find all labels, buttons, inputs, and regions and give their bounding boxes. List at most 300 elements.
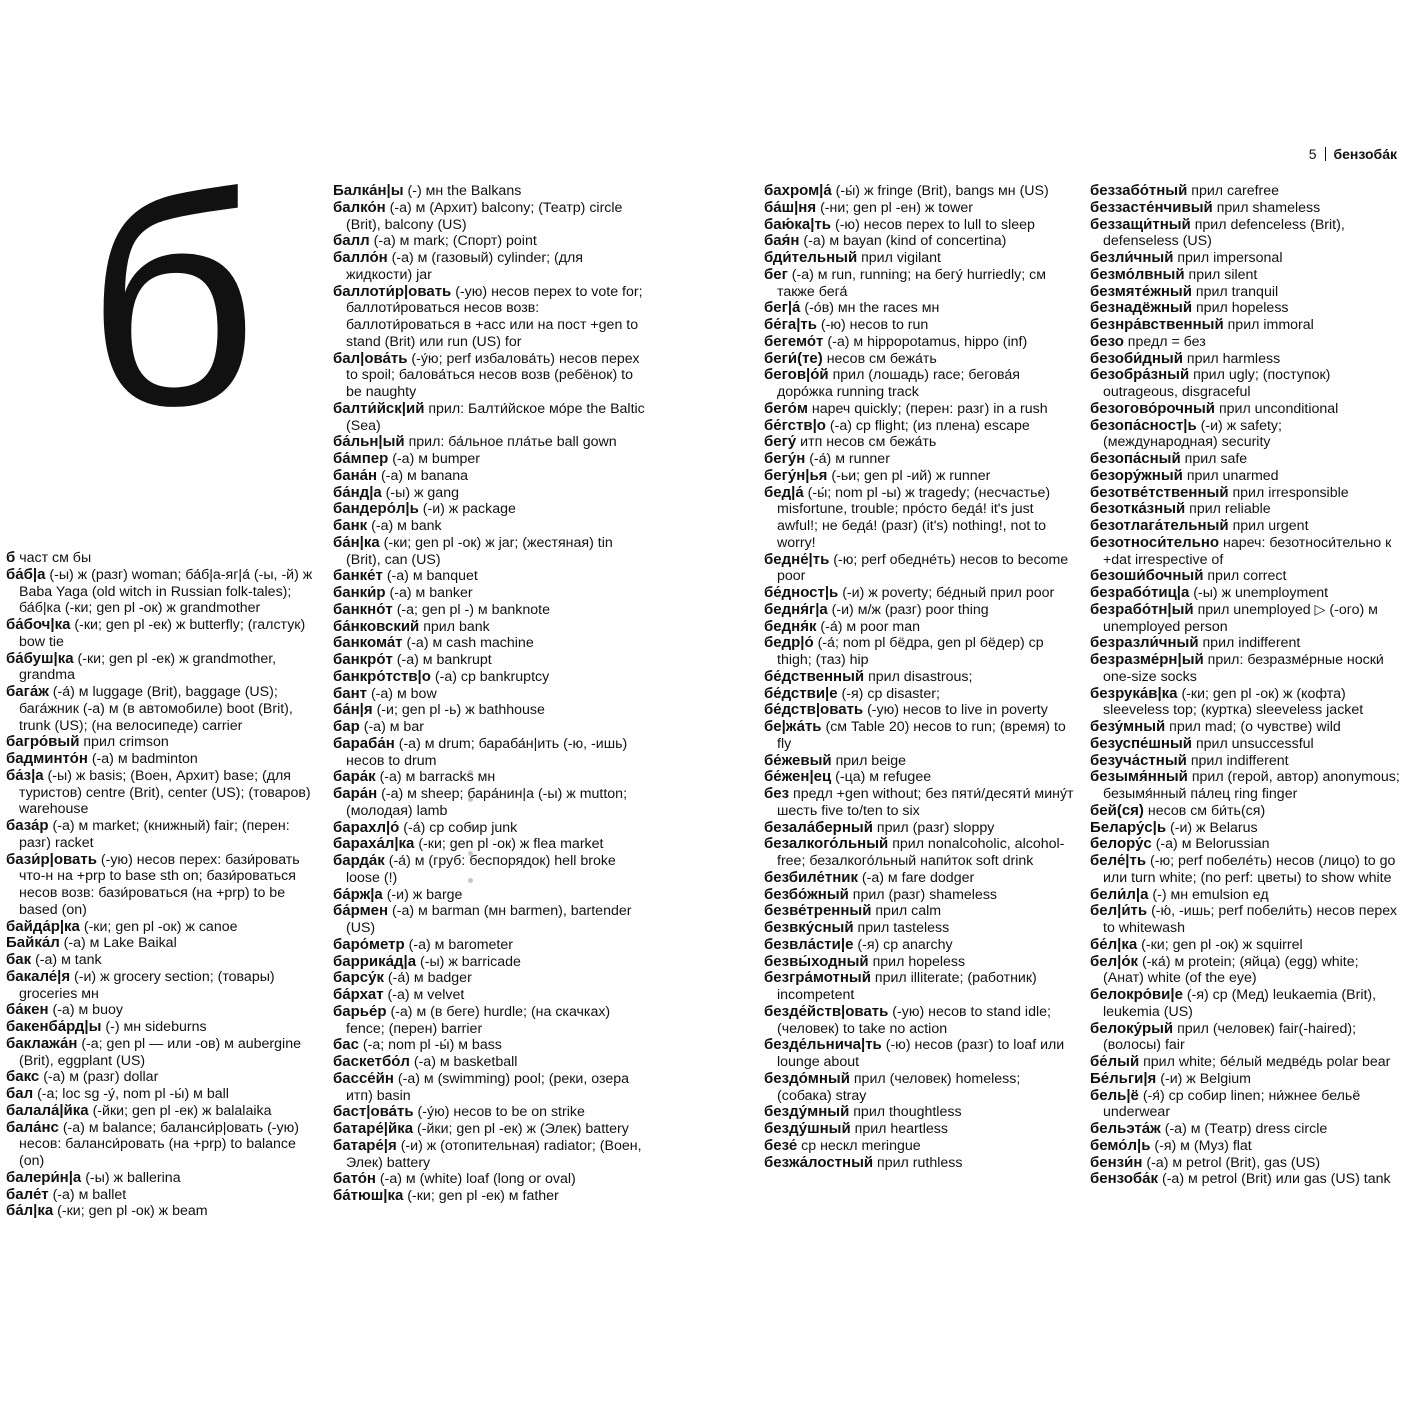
entry-headword: б bbox=[6, 549, 16, 566]
dictionary-entry: бе́дственный прил disastrous; bbox=[764, 667, 973, 685]
entry-headword: безотка́зный bbox=[1090, 500, 1186, 518]
entry-headword: барахл|о́ bbox=[333, 818, 400, 836]
entry-headword: безмяте́жный bbox=[1090, 282, 1192, 300]
dictionary-entry: беги́(те) несов см бежа́ть bbox=[764, 349, 937, 367]
dictionary-entry: барда́к (-а́) м (груб: беспорядок) hell broke loose (!) bbox=[333, 852, 616, 886]
dictionary-entry: балко́н (-а) м (Архит) balcony; (Театр) circle (Brit), balcony (US) bbox=[333, 198, 623, 233]
dictionary-entry: бара́к (-а) м barracks мн bbox=[333, 768, 496, 786]
page-header bbox=[1309, 143, 1397, 165]
entry-headword: безу́мный bbox=[1090, 718, 1166, 735]
dictionary-entry: бегов|о́й прил (лошадь) race; бегова́я доро́жка running track bbox=[764, 366, 1020, 400]
dictionary-entry: беззасте́нчивый прил shameless bbox=[1090, 198, 1321, 216]
entry-headword: баллоти́р|овать bbox=[333, 282, 452, 300]
dictionary-entry: бараха́л|ка (-ки; gen pl -ок) ж flea market bbox=[333, 835, 604, 853]
dictionary-entry: баст|ова́ть (-у́ю) несов to be on strike bbox=[333, 1103, 585, 1121]
dictionary-entry: баклажа́н (-а; gen pl — или -ов) м aubergine (Brit), eggplant (US) bbox=[6, 1034, 301, 1069]
dictionary-entry: беззащи́тный прил defenceless (Brit), defenseless (US) bbox=[1090, 215, 1345, 250]
entry-headword: бато́н bbox=[333, 1170, 376, 1188]
entry-headword: бакале́|я bbox=[6, 967, 71, 985]
entry-headword: банкно́т bbox=[333, 600, 393, 618]
dictionary-entry: банкно́т (-а; gen pl -) м banknote bbox=[333, 600, 550, 618]
dictionary-entry: безду́шный прил heartless bbox=[764, 1120, 948, 1137]
entry-headword: бахром|а́ bbox=[764, 182, 832, 199]
entry-headword: бар bbox=[333, 718, 360, 735]
dictionary-entry: безотлага́тельный прил urgent bbox=[1090, 517, 1309, 534]
dictionary-entry: бакс (-а) м (разг) dollar bbox=[6, 1068, 159, 1086]
entry-headword: бе́га|ть bbox=[764, 316, 817, 333]
entry-headword: бе́дств|овать bbox=[764, 701, 864, 719]
entry-headword: бе́лый bbox=[1090, 1053, 1140, 1070]
entry-headword: бе́дстви|е bbox=[764, 684, 838, 702]
entry-headword: безду́мный bbox=[764, 1103, 850, 1121]
dictionary-entry: бакале́|я (-и) ж grocery section; (товары) groceries мн bbox=[6, 967, 275, 1002]
entry-headword: безалкого́льный bbox=[764, 835, 889, 853]
dictionary-entry: бе́жен|ец (-ца) м refugee bbox=[764, 768, 932, 786]
entry-headword: безвы́ходный bbox=[764, 952, 869, 970]
dictionary-entry: Байка́л (-а) м Lake Baikal bbox=[6, 934, 177, 952]
entry-headword: бего́м bbox=[764, 399, 808, 417]
entry-headword: ба́л|ка bbox=[6, 1202, 54, 1220]
entry-headword: батаре́|я bbox=[333, 1136, 397, 1154]
entry-headword: балти́йск|ий bbox=[333, 399, 425, 417]
dictionary-entry: ба́буш|ка (-ки; gen pl -ек) ж grandmother, grandma bbox=[6, 649, 277, 684]
dictionary-entry: бале́т (-а) м ballet bbox=[6, 1185, 127, 1203]
entry-headword: ба́буш|ка bbox=[6, 649, 74, 667]
entry-headword: безразли́чный bbox=[1090, 634, 1199, 652]
entry-headword: барье́р bbox=[333, 1002, 387, 1020]
entry-headword: безве́тренный bbox=[764, 902, 872, 920]
entry-headword: байда́р|ка bbox=[6, 917, 80, 935]
entry-headword: безопа́сный bbox=[1090, 450, 1181, 467]
dictionary-entry: бензи́н (-а) м petrol (Brit), gas (US) bbox=[1090, 1153, 1321, 1171]
entry-headword: банке́т bbox=[333, 567, 383, 585]
dictionary-entry: бели́л|а (-) мн emulsion ед bbox=[1090, 885, 1269, 903]
entry-headword: база́р bbox=[6, 817, 49, 834]
entry-headword: ба́н|ка bbox=[333, 533, 380, 551]
dictionary-entry: безбиле́тник (-а) м fare dodger bbox=[764, 868, 975, 886]
entry-headword: Белару́с|ь bbox=[1090, 818, 1167, 836]
dictionary-entry: бе́га|ть (-ю) несов to run bbox=[764, 316, 929, 333]
entry-headword: бели́л|а bbox=[1090, 885, 1149, 903]
dictionary-entry: бездо́мный прил (человек) homeless; (собака) stray bbox=[764, 1069, 1021, 1104]
entry-headword: ба́нд|а bbox=[333, 483, 382, 501]
dictionary-entry: бег (-а) м run, running; на бегу́ hurriedly; см также бега́ bbox=[764, 265, 1046, 300]
dictionary-entry: безразли́чный прил indifferent bbox=[1090, 634, 1301, 652]
dictionary-entry: ба́з|а (-ы) ж basis; (Воен, Архит) base; (для туристов) centre (Brit), center (US); (товаров) warehouse bbox=[6, 766, 311, 818]
dictionary-entry: бегу́ итп несов см бежа́ть bbox=[764, 433, 937, 451]
dictionary-entry: белокро́ви|е (-я) ср (Мед) leukaemia (Brit), leukemia (US) bbox=[1090, 986, 1377, 1020]
entry-headword: бедня́к bbox=[764, 617, 817, 635]
entry-headword: безобра́зный bbox=[1090, 366, 1190, 384]
dictionary-entry: ба́мпер (-а) м bumper bbox=[333, 450, 481, 467]
entry-headword: безрука́в|ка bbox=[1090, 684, 1178, 702]
entry-headword: безразме́рн|ый bbox=[1090, 651, 1204, 668]
entry-headword: бале́т bbox=[6, 1185, 49, 1203]
entry-headword: балери́н|а bbox=[6, 1168, 82, 1186]
entry-headword: ба́б|а bbox=[6, 565, 46, 583]
entry-headword: безду́шный bbox=[764, 1120, 851, 1137]
dictionary-entry: бахром|а́ (-ы́) ж fringe (Brit), bangs мн (US) bbox=[764, 182, 1049, 199]
dictionary-entry: безуспе́шный прил unsuccessful bbox=[1090, 734, 1314, 752]
entry-headword: бедня́г|а bbox=[764, 600, 828, 618]
entry-headword: бе́дственный bbox=[764, 667, 865, 685]
dictionary-entry: ба́нковский прил bank bbox=[333, 617, 490, 635]
dictionary-entry: балала́|йка (-йки; gen pl -ек) ж balalaika bbox=[6, 1101, 272, 1119]
dictionary-entry: безобра́зный прил ugly; (поступок) outrageous, disgraceful bbox=[1090, 366, 1331, 400]
dictionary-entry: баю́ка|ть (-ю) несов перех to lull to sleep bbox=[764, 215, 1035, 233]
entry-headword: баст|ова́ть bbox=[333, 1103, 414, 1121]
dictionary-entry: бедне́|ть (-ю; perf обедне́ть) несов to become poor bbox=[764, 550, 1069, 585]
dictionary-entry: балти́йск|ий прил: Балти́йское мо́ре the Baltic (Sea) bbox=[333, 399, 645, 434]
dictionary-entry: безоши́бочный прил correct bbox=[1090, 567, 1287, 585]
entry-headword: белокро́ви|е bbox=[1090, 986, 1183, 1003]
dictionary-column-3 bbox=[764, 183, 1076, 1171]
entry-headword: ба́тюш|ка bbox=[333, 1187, 404, 1204]
entry-headword: батаре́|йка bbox=[333, 1120, 414, 1137]
entry-headword: банкома́т bbox=[333, 634, 403, 652]
dictionary-entry: безалкого́льный прил nonalcoholic, alcohol-free; безалкого́льный напи́ток soft drink bbox=[764, 835, 1065, 869]
entry-headword: безбиле́тник bbox=[764, 868, 858, 886]
dictionary-entry: бая́н (-а) м bayan (kind of concertina) bbox=[764, 232, 1007, 250]
header-divider bbox=[1325, 147, 1326, 161]
dictionary-entry: бе́дстви|е (-я) ср disaster; bbox=[764, 684, 940, 702]
entry-headword: бди́тельный bbox=[764, 249, 858, 266]
dictionary-entry: безымя́нный прил (герой, автор) anonymous; безымя́нный па́лец ring finger bbox=[1090, 768, 1400, 802]
dictionary-entry: безотноси́тельно нареч: безотноси́тельно к +dat irrespective of bbox=[1090, 533, 1392, 568]
entry-headword: безымя́нный bbox=[1090, 768, 1188, 786]
dictionary-entry: безбо́жный прил (разг) shameless bbox=[764, 885, 998, 903]
entry-headword: беззащи́тный bbox=[1090, 215, 1191, 233]
dictionary-entry: бассе́йн (-а) м (swimming) pool; (реки, озера итп) basin bbox=[333, 1069, 629, 1104]
dictionary-entry: бензоба́к (-а) м petrol (Brit) или gas (US) tank bbox=[1090, 1170, 1391, 1188]
entry-headword: безмо́лвный bbox=[1090, 265, 1185, 283]
entry-headword: бе́гств|о bbox=[764, 416, 826, 434]
dictionary-entry: бас (-а; nom pl -ы́) м bass bbox=[333, 1036, 502, 1054]
dictionary-entry: баскетбо́л (-а) м basketball bbox=[333, 1053, 518, 1070]
dictionary-entry: бе́дств|овать (-ую) несов to live in poverty bbox=[764, 701, 1048, 719]
dictionary-entry: бед|а́ (-ы́; nom pl -ы) ж tragedy; (несчастье) misfortune, trouble; про́сто беда́! it's just awful!; не беда́! (разг) (it's) nothing!, not to worry! bbox=[764, 483, 1051, 551]
dictionary-entry: банкро́т (-а) м bankrupt bbox=[333, 651, 492, 668]
dictionary-entry: безе́ ср нескл meringue bbox=[764, 1136, 921, 1154]
dictionary-column-1 bbox=[6, 550, 318, 1220]
dictionary-entry: балл (-а) м mark; (Спорт) point bbox=[333, 232, 537, 250]
dictionary-entry: бар (-а) м bar bbox=[333, 718, 424, 735]
entry-headword: багро́вый bbox=[6, 733, 80, 751]
entry-headword: банки́р bbox=[333, 584, 386, 601]
entry-headword: баскетбо́л bbox=[333, 1053, 410, 1070]
dictionary-entry: бедр|о́ (-а́; nom pl бёдра, gen pl бёдер) ср thigh; (таз) hip bbox=[764, 634, 1044, 668]
dictionary-entry: безли́чный прил impersonal bbox=[1090, 249, 1283, 266]
entry-headword: безотве́тственный bbox=[1090, 483, 1229, 501]
dictionary-entry: багро́вый прил crimson bbox=[6, 733, 169, 751]
entry-headword: безотноси́тельно bbox=[1090, 533, 1220, 551]
dictionary-entry: бакенба́рд|ы (-) мн sideburns bbox=[6, 1018, 207, 1035]
dictionary-entry: бедня́к (-а́) м poor man bbox=[764, 617, 921, 635]
entry-headword: баро́метр bbox=[333, 935, 405, 953]
entry-headword: бегов|о́й bbox=[764, 366, 829, 384]
running-headword: бензоба́к bbox=[1333, 146, 1397, 162]
dictionary-entry: безнра́вственный прил immoral bbox=[1090, 316, 1314, 333]
dictionary-entry: бе́лый прил white; бе́лый медве́дь polar bear bbox=[1090, 1053, 1391, 1070]
entry-headword: бая́н bbox=[764, 232, 800, 250]
entry-headword: белору́с bbox=[1090, 835, 1152, 853]
dictionary-entry: бедня́г|а (-и) м/ж (разг) poor thing bbox=[764, 600, 989, 618]
entry-headword: безала́берный bbox=[764, 818, 873, 836]
dictionary-entry: безде́йств|овать (-ую) несов to stand idle; (человек) to take no action bbox=[764, 1002, 1051, 1037]
entry-headword: баклажа́н bbox=[6, 1034, 78, 1052]
entry-headword: ба́боч|ка bbox=[6, 616, 71, 633]
entry-headword: безогово́рочный bbox=[1090, 399, 1216, 417]
entry-headword: бандеро́л|ь bbox=[333, 500, 419, 518]
entry-headword: бал bbox=[6, 1085, 34, 1102]
dictionary-entry: бель|ё (-я́) ср собир linen; ни́жнее бельё underwear bbox=[1090, 1086, 1361, 1121]
entry-headword: бадминто́н bbox=[6, 750, 88, 767]
entry-headword: ба́з|а bbox=[6, 766, 44, 784]
dictionary-entry: безрабо́тн|ый прил unemployed ▷ (-ого) м unemployed person bbox=[1090, 600, 1378, 635]
entry-headword: безвла́сти|е bbox=[764, 935, 854, 953]
entry-headword: ба́ш|ня bbox=[764, 198, 817, 216]
entry-headword: банк bbox=[333, 517, 368, 534]
dictionary-entry: бемо́л|ь (-я) м (Муз) flat bbox=[1090, 1136, 1252, 1154]
dictionary-entry: бди́тельный прил vigilant bbox=[764, 249, 941, 266]
entry-headword: бе́л|ка bbox=[1090, 935, 1138, 953]
dictionary-entry: безразме́рн|ый прил: безразме́рные носки́ one-size socks bbox=[1090, 651, 1384, 685]
entry-headword: безли́чный bbox=[1090, 249, 1174, 266]
dictionary-entry: батаре́|я (-и) ж (отопительная) radiator; (Воен, Элек) battery bbox=[333, 1136, 642, 1171]
entry-headword: Бе́льги|я bbox=[1090, 1069, 1157, 1087]
section-letter: б bbox=[86, 132, 258, 468]
dictionary-entry: безору́жный прил unarmed bbox=[1090, 466, 1279, 484]
dictionary-entry: бал (-а; loc sg -у́, nom pl -ы́) м ball bbox=[6, 1085, 229, 1102]
entry-headword: Балка́н|ы bbox=[333, 182, 404, 199]
entry-headword: безбо́жный bbox=[764, 885, 849, 903]
entry-headword: банкро́тств|о bbox=[333, 667, 431, 685]
entry-headword: баррика́д|а bbox=[333, 952, 417, 970]
dictionary-entry: бараба́н (-а) м drum; бараба́н|ить (-ю, -ишь) несов to drum bbox=[333, 734, 628, 769]
entry-headword: бала́нс bbox=[6, 1118, 59, 1136]
entry-headword: ба́рж|а bbox=[333, 885, 383, 903]
dictionary-entry: бак (-а) м tank bbox=[6, 951, 102, 968]
entry-headword: безопа́сност|ь bbox=[1090, 416, 1197, 434]
entry-headword: безде́йств|овать bbox=[764, 1002, 889, 1020]
dictionary-entry: беле́|ть (-ю; perf побеле́ть) несов (лицо) to go или turn white; (no perf: цветы) to show white bbox=[1090, 852, 1396, 886]
dictionary-entry: бегу́н (-а́) м runner bbox=[764, 450, 890, 467]
dictionary-entry: бандеро́л|ь (-и) ж package bbox=[333, 500, 516, 518]
entry-headword: баю́ка|ть bbox=[764, 215, 832, 233]
dictionary-entry: барсу́к (-а́) м badger bbox=[333, 969, 472, 987]
entry-headword: бед|а́ bbox=[764, 483, 804, 501]
dictionary-entry: безду́мный прил thoughtless bbox=[764, 1103, 962, 1121]
dictionary-entry: бег|а́ (-о́в) мн the races мн bbox=[764, 299, 940, 317]
dictionary-entry: бельэта́ж (-а) м (Театр) dress circle bbox=[1090, 1120, 1328, 1137]
entry-headword: бак bbox=[6, 951, 32, 968]
dictionary-entry: ба́тюш|ка (-ки; gen pl -ек) м father bbox=[333, 1187, 559, 1204]
entry-headword: бельэта́ж bbox=[1090, 1120, 1161, 1137]
entry-headword: ба́рхат bbox=[333, 986, 384, 1003]
dictionary-entry: банке́т (-а) м banquet bbox=[333, 567, 478, 585]
entry-headword: бази́р|овать bbox=[6, 850, 97, 868]
entry-headword: бана́н bbox=[333, 466, 378, 484]
entry-headword: безоби́дный bbox=[1090, 349, 1183, 367]
dictionary-entry: байда́р|ка (-ки; gen pl -ок) ж canoe bbox=[6, 917, 238, 935]
entry-headword: безору́жный bbox=[1090, 466, 1183, 484]
entry-headword: бакс bbox=[6, 1068, 40, 1086]
dictionary-entry: бази́р|овать (-ую) несов перех: бази́ровать что-н на +prp to base sth on; бази́роваться несов возв: бази́роваться (на +prp) to be based (on) bbox=[6, 850, 300, 918]
entry-headword: бемо́л|ь bbox=[1090, 1136, 1151, 1154]
dictionary-entry: безвла́сти|е (-я) ср anarchy bbox=[764, 935, 953, 953]
entry-headword: безотлага́тельный bbox=[1090, 517, 1229, 534]
entry-headword: безнадёжный bbox=[1090, 299, 1193, 317]
dictionary-entry: без предл +gen without; без пяти́/десяти́ мину́т шесть five to/ten to six bbox=[764, 785, 1074, 819]
entry-headword: банкро́т bbox=[333, 651, 393, 668]
dictionary-entry: безопа́сный прил safe bbox=[1090, 450, 1248, 467]
entry-headword: бара́к bbox=[333, 768, 376, 786]
dictionary-entry: ба́н|я (-и; gen pl -ь) ж bathhouse bbox=[333, 701, 545, 719]
dictionary-entry: безжа́лостный прил ruthless bbox=[764, 1153, 963, 1171]
dictionary-entry: безмяте́жный прил tranquil bbox=[1090, 282, 1279, 300]
entry-headword: беле́|ть bbox=[1090, 852, 1147, 869]
dictionary-entry: банки́р (-а) м banker bbox=[333, 584, 473, 601]
dictionary-entry: б част см бы bbox=[6, 549, 92, 566]
dictionary-entry: безо предл = без bbox=[1090, 332, 1206, 350]
entry-headword: бараха́л|ка bbox=[333, 835, 415, 853]
dictionary-entry: ба́ш|ня (-ни; gen pl -ен) ж tower bbox=[764, 198, 973, 216]
dictionary-entry: бе́л|ка (-ки; gen pl -ок) ж squirrel bbox=[1090, 935, 1303, 953]
entry-headword: безуча́стный bbox=[1090, 751, 1187, 769]
entry-headword: бегу́ bbox=[764, 433, 797, 451]
dictionary-entry: балери́н|а (-ы) ж ballerina bbox=[6, 1168, 181, 1186]
entry-headword: бал|ова́ть bbox=[333, 349, 408, 367]
entry-headword: бара́н bbox=[333, 785, 378, 802]
dictionary-entry: белоку́рый прил (человек) fair(-haired); (волосы) fair bbox=[1090, 1019, 1357, 1054]
entry-headword: безгра́мотный bbox=[764, 969, 871, 987]
entry-headword: бага́ж bbox=[6, 683, 49, 700]
dictionary-entry: ба́льн|ый прил: ба́льное пла́тье ball gown bbox=[333, 433, 617, 451]
entry-headword: безрабо́тн|ый bbox=[1090, 600, 1194, 618]
entry-headword: балло́н bbox=[333, 249, 388, 266]
dictionary-entry: бара́н (-а) м sheep; бара́нин|а (-ы) ж mutton; (молодая) lamb bbox=[333, 785, 628, 819]
entry-headword: ба́рмен bbox=[333, 902, 389, 920]
entry-headword: белоку́рый bbox=[1090, 1019, 1174, 1037]
dictionary-entry: бел|о́к (-ка́) м protein; (яйца) (egg) white; (Анат) white (of the eye) bbox=[1090, 952, 1359, 987]
dictionary-entry: Белару́с|ь (-и) ж Belarus bbox=[1090, 818, 1258, 836]
entry-headword: без bbox=[764, 785, 790, 802]
dictionary-entry: ба́рж|а (-и) ж barge bbox=[333, 885, 463, 903]
dictionary-entry: безде́льнича|ть (-ю) несов (разг) to loaf или lounge about bbox=[764, 1036, 1065, 1070]
dictionary-entry: бадминто́н (-а) м badminton bbox=[6, 750, 198, 767]
entry-headword: безжа́лостный bbox=[764, 1153, 874, 1171]
entry-headword: безо bbox=[1090, 332, 1124, 350]
entry-headword: бедр|о́ bbox=[764, 634, 814, 652]
dictionary-entry: балло́н (-а) м (газовый) cylinder; (для жидкости) jar bbox=[333, 249, 583, 283]
dictionary-entry: безвку́сный прил tasteless bbox=[764, 919, 950, 936]
entry-headword: бег bbox=[764, 265, 788, 283]
dictionary-entry: бе́дност|ь (-и) ж poverty; бе́дный прил poor bbox=[764, 584, 1055, 601]
dictionary-entry: ба́рхат (-а) м velvet bbox=[333, 986, 465, 1003]
dictionary-entry: бегемо́т (-а) м hippopotamus, hippo (inf) bbox=[764, 332, 1028, 350]
entry-headword: бел|и́ть bbox=[1090, 902, 1148, 920]
entry-headword: бедне́|ть bbox=[764, 550, 830, 568]
dictionary-entry: белору́с (-а) м Belorussian bbox=[1090, 835, 1270, 853]
entry-headword: безрабо́тиц|а bbox=[1090, 584, 1190, 601]
entry-headword: бе́жен|ец bbox=[764, 768, 832, 786]
dictionary-entry: безотве́тственный прил irresponsible bbox=[1090, 483, 1349, 501]
dictionary-entry: ба́нд|а (-ы) ж gang bbox=[333, 483, 459, 501]
entry-headword: безе́ bbox=[764, 1136, 798, 1154]
dictionary-entry: безуча́стный прил indifferent bbox=[1090, 751, 1289, 769]
entry-headword: бел|о́к bbox=[1090, 952, 1139, 970]
dictionary-entry: бал|ова́ть (-у́ю; perf избалова́ть) несов перех to spoil; балова́ться несов возв (ребёнок) to be naughty bbox=[333, 349, 640, 400]
entry-headword: бензи́н bbox=[1090, 1153, 1143, 1171]
entry-headword: бегу́н|ья bbox=[764, 466, 828, 484]
entry-headword: беги́(те) bbox=[764, 349, 823, 367]
entry-headword: бег|а́ bbox=[764, 299, 801, 317]
dictionary-entry: бато́н (-а) м (white) loaf (long or oval) bbox=[333, 1170, 576, 1188]
dictionary-entry: безрабо́тиц|а (-ы) ж unemployment bbox=[1090, 584, 1329, 601]
dictionary-entry: барье́р (-а) м (в беге) hurdle; (на скачках) fence; (перен) barrier bbox=[333, 1002, 611, 1037]
page-number: 5 bbox=[1308, 146, 1317, 162]
entry-headword: бакенба́рд|ы bbox=[6, 1018, 102, 1035]
entry-headword: безвку́сный bbox=[764, 919, 854, 936]
entry-headword: ба́льн|ый bbox=[333, 433, 405, 451]
dictionary-entry: безгра́мотный прил illiterate; (работник) incompetent bbox=[764, 969, 1037, 1003]
entry-headword: барсу́к bbox=[333, 969, 384, 987]
dictionary-entry: безу́мный прил mad; (о чувстве) wild bbox=[1090, 718, 1341, 735]
entry-headword: бегемо́т bbox=[764, 332, 824, 350]
dictionary-entry: база́р (-а) м market; (книжный) fair; (перен: разг) racket bbox=[6, 817, 290, 851]
dictionary-entry: бага́ж (-а́) м luggage (Brit), baggage (US); бага́жник (-а) м (в автомобиле) boot (Brit), trunk (US); (на велосипеде) carrier bbox=[6, 683, 293, 734]
dictionary-entry: безотка́зный прил reliable bbox=[1090, 500, 1271, 518]
entry-headword: безоши́бочный bbox=[1090, 567, 1204, 585]
dictionary-entry: безогово́рочный прил unconditional bbox=[1090, 399, 1339, 417]
dictionary-column-4 bbox=[1090, 183, 1400, 1188]
entry-headword: барда́к bbox=[333, 852, 385, 869]
dictionary-entry: безрука́в|ка (-ки; gen pl -ок) ж (кофта) sleeveless top; (куртка) sleeveless jacket bbox=[1090, 684, 1364, 719]
entry-headword: безуспе́шный bbox=[1090, 734, 1192, 752]
dictionary-entry: бант (-а) м bow bbox=[333, 684, 437, 702]
dictionary-entry: бегу́н|ья (-ьи; gen pl -ий) ж runner bbox=[764, 466, 991, 484]
dictionary-entry: бана́н (-а) м banana bbox=[333, 466, 469, 484]
entry-headword: бассе́йн bbox=[333, 1069, 394, 1087]
dictionary-entry: ба́б|а (-ы) ж (разг) woman; ба́б|а-яг|а́ (-ы, -й) ж Baba Yaga (old witch in Russian folk-tales); ба́б|ка (-ки; gen pl -ок) ж grandmother bbox=[6, 565, 313, 617]
dictionary-entry: ба́рмен (-а) м barman (мн barmen), bartender (US) bbox=[333, 902, 632, 936]
entry-headword: Байка́л bbox=[6, 934, 60, 952]
dictionary-entry: бел|и́ть (-ю́, -ишь; perf побели́ть) несов перех to whitewash bbox=[1090, 902, 1397, 936]
dictionary-entry: беззабо́тный прил carefree bbox=[1090, 182, 1280, 199]
entry-headword: беззабо́тный bbox=[1090, 182, 1188, 199]
dictionary-entry: бе́жевый прил beige bbox=[764, 751, 907, 769]
entry-headword: бей(ся) bbox=[1090, 801, 1144, 819]
dictionary-entry: безвы́ходный прил hopeless bbox=[764, 952, 966, 970]
entry-headword: бе|жа́ть bbox=[764, 718, 822, 735]
dictionary-entry: безопа́сност|ь (-и) ж safety; (международная) security bbox=[1090, 416, 1282, 451]
entry-headword: бегу́н bbox=[764, 450, 806, 467]
entry-headword: балко́н bbox=[333, 198, 386, 216]
entry-headword: ба́нковский bbox=[333, 617, 420, 635]
entry-headword: ба́кен bbox=[6, 1001, 49, 1019]
dictionary-entry: Бе́льги|я (-и) ж Belgium bbox=[1090, 1069, 1251, 1087]
entry-headword: бель|ё bbox=[1090, 1086, 1139, 1104]
entry-headword: бе́жевый bbox=[764, 751, 832, 769]
dictionary-entry: банкро́тств|о (-а) ср bankruptcy bbox=[333, 667, 550, 685]
dictionary-entry: баро́метр (-а) м barometer bbox=[333, 935, 513, 953]
dictionary-entry: барахл|о́ (-а́) ср собир junk bbox=[333, 818, 518, 836]
entry-headword: бас bbox=[333, 1036, 359, 1054]
dictionary-entry: баллоти́р|овать (-ую) несов перех to vote for; баллоти́роваться несов возв: баллоти́роваться в +acc или на пост +gen to stand (Brit) или run (US) for bbox=[333, 282, 643, 350]
dictionary-entry: бе́гств|о (-а) ср flight; (из плена) escape bbox=[764, 416, 1030, 434]
dictionary-entry: ба́кен (-а) м buoy bbox=[6, 1001, 123, 1019]
dictionary-entry: бе|жа́ть (см Table 20) несов to run; (время) to fly bbox=[764, 718, 1066, 752]
